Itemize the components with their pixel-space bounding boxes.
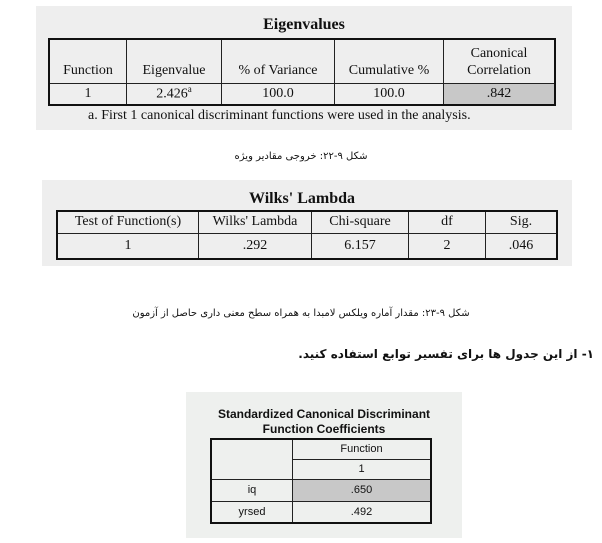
cell-sig: .046	[486, 233, 558, 259]
coef-row-label: yrsed	[211, 501, 293, 523]
eigenvalues-panel	[36, 6, 572, 130]
eigenvalues-caption: شکل ۹-۲۲: خروجی مقادیر ویژه	[234, 151, 368, 162]
header-test-of-function: Test of Function(s)	[57, 211, 199, 233]
coef-subheader: 1	[293, 459, 432, 479]
header-eigenvalue: Eigenvalue	[127, 39, 222, 83]
cell-test: 1	[57, 233, 199, 259]
header-canonical-correlation	[444, 39, 556, 83]
coefficients-title-line1: Standardized Canonical Discriminant	[217, 407, 431, 421]
coef-corner-cell	[211, 439, 293, 479]
cell-df: 2	[409, 233, 486, 259]
cell-eigenvalue	[127, 83, 222, 105]
wilks-panel	[42, 180, 572, 266]
eigenvalues-footnote: a. First 1 canonical discriminant functions were used in the analysis.	[88, 108, 471, 123]
coefficients-title-line2: Function Coefficients	[262, 422, 386, 436]
cell-variance: 100.0	[222, 83, 335, 105]
cell-function: 1	[49, 83, 127, 105]
coef-row-label: iq	[211, 479, 293, 501]
header-sig: Sig.	[486, 211, 558, 233]
coefficients-panel	[186, 392, 462, 538]
header-cumulative: Cumulative %	[335, 39, 444, 83]
eigenvalues-table	[48, 38, 556, 106]
header-canonical-correlation-text: Canonical Correlation	[467, 45, 531, 78]
cell-cumulative: 100.0	[335, 83, 444, 105]
header-function: Function	[49, 39, 127, 83]
cell-lambda: .292	[199, 233, 312, 259]
header-wilks-lambda: Wilks' Lambda	[199, 211, 312, 233]
header-df: df	[409, 211, 486, 233]
cell-correlation: .842	[444, 83, 556, 105]
wilks-caption: شکل ۹-۲۳: مقدار آماره ویلکس لامبدا به همراه سطح معنی داری حاصل از آزمون	[132, 308, 470, 319]
wilks-table	[56, 210, 558, 260]
header-chi-square: Chi-square	[312, 211, 409, 233]
coefficients-table	[210, 438, 432, 524]
wilks-title: Wilks' Lambda	[249, 190, 355, 207]
eigenvalue-footnote-mark: a	[187, 84, 192, 95]
cell-chi-square: 6.157	[312, 233, 409, 259]
header-variance: % of Variance	[222, 39, 335, 83]
instruction-text: ۱- از این جدول ها برای تفسیر توابع استفاده کنید.	[298, 347, 594, 361]
eigenvalues-title: Eigenvalues	[263, 16, 345, 33]
coef-row-value: .650	[293, 479, 432, 501]
coef-row-value: .492	[293, 501, 432, 523]
eigenvalue-number: 2.426	[156, 87, 188, 103]
coef-header-function: Function	[293, 439, 432, 459]
